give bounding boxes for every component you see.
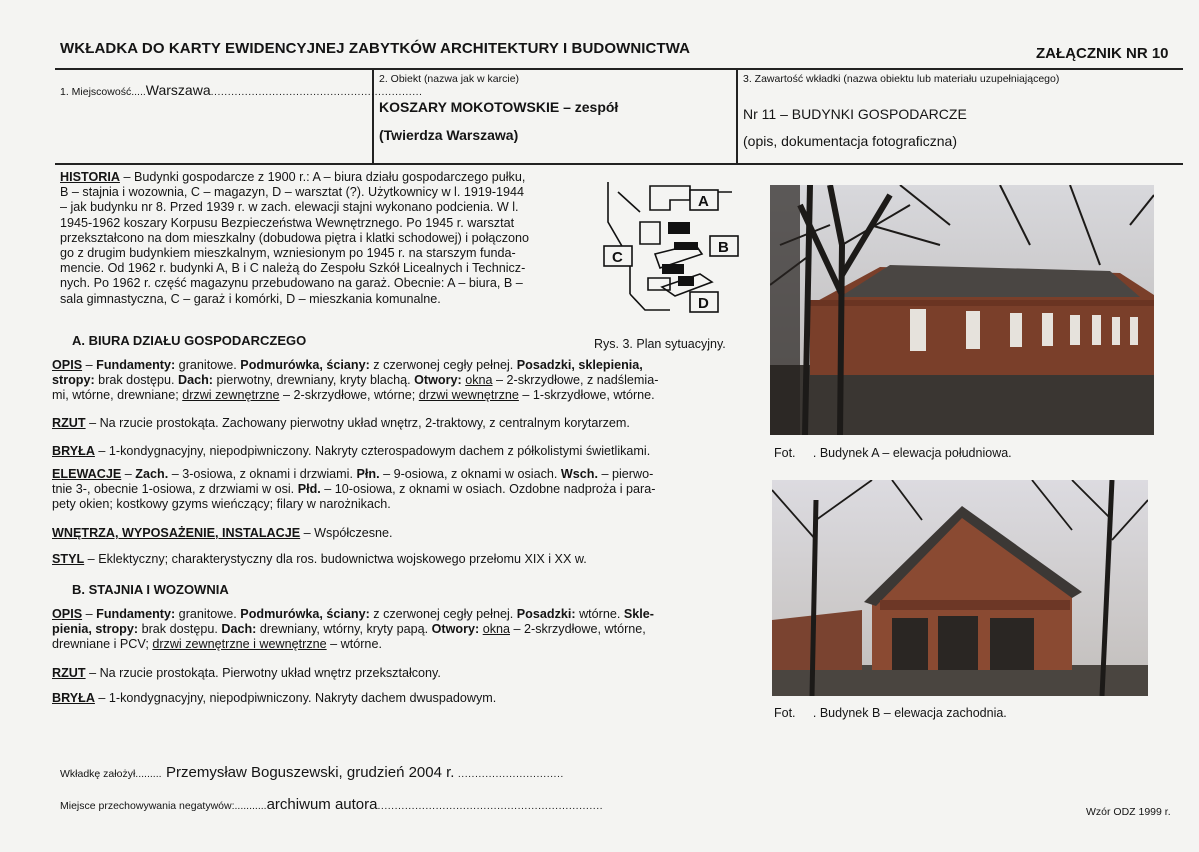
- section-b-rzut: [52, 666, 441, 681]
- content-title: Nr 11 – BUDYNKI GOSPODARCZE: [743, 106, 967, 122]
- plan-building-outline: [650, 186, 690, 210]
- content-label: 3. Zawartość wkładki (nazwa obiektu lub materiału uzupełniającego): [743, 73, 1060, 85]
- section-a-rzut: [52, 416, 630, 431]
- historia-line: – jak budynku nr 8. Przed 1939 r. w zach. elewacji stajni wykonano podcienia. W l.: [60, 200, 519, 215]
- plan-street-line: [630, 294, 670, 310]
- opis-underlined: drzwi zewnętrzne i wewnętrzne: [152, 637, 327, 652]
- opis-term: Fundamenty:: [96, 607, 176, 621]
- opis-text: wtórne.: [575, 607, 624, 621]
- elewacje-text: – pierwo-: [597, 467, 654, 481]
- opis-term: Dach:: [178, 373, 213, 388]
- opis-text: granitowe.: [175, 358, 241, 372]
- elewacje-label: ELEWACJE: [52, 467, 122, 481]
- plan-building-c: [662, 264, 684, 274]
- section-b-bryla: [52, 691, 496, 706]
- field-divider-2: [736, 69, 738, 163]
- historia-line: nych. Po 1962 r. część magazynu przebudowano na garaż. Obecnie: A – biura, B –: [60, 276, 523, 291]
- historia-line: sala gimnastyczna, C – garaż i komórki, D – mieszkania komunalne.: [60, 291, 441, 306]
- styl-text: – Eklektyczny; charakterystyczny dla ros. budownictwa wojskowego przełomu XIX i XX w.: [84, 552, 587, 566]
- historia-line: – Budynki gospodarcze z 1900 r.: A – biura działu gospodarczego pułku,: [119, 170, 526, 184]
- elewacje-term: Wsch.: [560, 467, 598, 481]
- plan-building-b: [674, 242, 698, 250]
- made-dots: ...............................: [454, 768, 564, 780]
- rzut-label: RZUT: [52, 416, 86, 430]
- historia-line: 1945-1962 koszary Korpusu Bezpieczeństwa Wewnętrznego. Po 1945 r. warsztat: [60, 215, 515, 230]
- plan-building-d: [678, 276, 694, 286]
- rzut-text: – Na rzucie prostokąta. Zachowany pierwotny układ wnętrz, 2-traktowy, z centralnym korytarzem.: [85, 416, 630, 430]
- historia-line: mencie. Od 1962 r. budynki A, B i C należą do Zespołu Szkół Licealnych i Technicz-: [60, 261, 526, 276]
- opis-term: Podmurówka, ściany:: [240, 607, 370, 621]
- opis-text: z czerwonej cegły pełnej.: [369, 607, 517, 621]
- rzut-label: RZUT: [52, 666, 86, 680]
- opis-term: Fundamenty:: [96, 358, 176, 372]
- plan-label-d: D: [698, 295, 709, 312]
- opis-text: pierwotny, drewniany, kryty blachą.: [213, 373, 415, 388]
- opis-term: Sklе-: [623, 607, 654, 621]
- bryla-text: – 1-kondygnacyjny, niepodpiwniczony. Nakryty czterospadowym dachem z półkolistymi świetlikami.: [94, 444, 651, 458]
- plan-label-c: C: [612, 249, 623, 266]
- elewacje-text: –: [121, 467, 136, 481]
- plan-building-outline: [640, 222, 660, 244]
- rzut-text: – Na rzucie prostokąta. Pierwotny układ wnętrz przekształcony.: [85, 666, 441, 680]
- photo-b-caption: Fot. . Budynek B – elewacja zachodnia.: [774, 706, 1007, 720]
- opis-term: Posadzki, sklepienia,: [516, 358, 643, 372]
- plan-label-b: B: [718, 239, 729, 256]
- opis-term: Otwory:: [414, 373, 462, 388]
- opis-text: – 2-skrzydłowe, wtórne;: [279, 388, 419, 403]
- opis-text: drewniane i PCV;: [52, 637, 153, 652]
- photo-a-caption: Fot. . Budynek A – elewacja południowa.: [774, 446, 1012, 460]
- field-locality: [60, 82, 422, 100]
- elewacje-term: Płd.: [297, 482, 321, 497]
- opis-term: Dach:: [221, 622, 257, 637]
- bryla-text: – 1-kondygnacyjny, niepodpiwniczony. Nakryty dachem dwuspadowym.: [94, 691, 497, 705]
- locality-dots: ..............................................................: [210, 86, 423, 98]
- plan-caption: Rys. 3. Plan sytuacyjny.: [594, 337, 726, 351]
- bryla-label: BRYŁA: [52, 691, 95, 705]
- site-plan: [600, 182, 742, 317]
- historia-line: przekształcono na dom mieszkalny (dobudowa piętra i klatki schodowej) i połączono: [60, 230, 530, 245]
- wnetrza-label: WNĘTRZA, WYPOSAŻENIE, INSTALACJE: [52, 526, 301, 540]
- header-top-rule: [55, 68, 1183, 70]
- opis-underlined: drzwi wewnętrzne: [418, 388, 519, 403]
- elewacje-term: Płn.: [356, 467, 380, 481]
- content-subtitle: (opis, dokumentacja fotograficzna): [743, 133, 957, 149]
- opis-underlined: drzwi zewnętrzne: [182, 388, 280, 403]
- opis-text: –: [82, 358, 97, 372]
- elewacje-term: Zach.: [135, 467, 169, 481]
- object-name: KOSZARY MOKOTOWSKIE – zespół: [379, 99, 619, 115]
- opis-text: brak dostępu.: [94, 373, 178, 388]
- elewacje-text: – 10-osiowa, z oknami w osiach. Ozdobne nadproża i para-: [320, 482, 656, 497]
- header-bottom-rule: [55, 163, 1183, 165]
- opis-text: drewniany, wtórny, kryty papą.: [256, 622, 432, 637]
- elewacje-text: – 9-osiowa, z oknami w osiach.: [379, 467, 561, 481]
- elewacje-text: – 3-osiowa, z oknami i drzwiami.: [168, 467, 357, 481]
- form-version: Wzór ODZ 1999 r.: [1086, 806, 1171, 818]
- document-title: WKŁADKA DO KARTY EWIDENCYJNEJ ZABYTKÓW ARCHITEKTURY I BUDOWNICTWA: [60, 40, 691, 57]
- plan-building-outline: [648, 278, 670, 290]
- opis-term: stropy:: [52, 373, 95, 388]
- opis-text: mi, wtórne, drewniane;: [52, 388, 183, 403]
- section-a-heading: A. BIURA DZIAŁU GOSPODARCZEGO: [72, 333, 307, 348]
- opis-text: – 1-skrzydłowe, wtórne.: [518, 388, 655, 403]
- footer-negatives: [60, 796, 603, 814]
- opis-label: OPIS: [52, 607, 83, 621]
- opis-text: brak dostępu.: [138, 622, 222, 637]
- opis-term: Podmurówka, ściany:: [240, 358, 370, 372]
- plan-path-line: [618, 192, 640, 212]
- wnetrza-text: – Współczesne.: [300, 526, 393, 540]
- historia-label: HISTORIA: [60, 170, 120, 184]
- elewacje-text: pety okien; kostkowy gzyms wieńczący; filary w narożnikach.: [52, 497, 391, 512]
- elewacje-text: tnie 3-, obecnie 1-osiowa, z drzwiami w osi.: [52, 482, 298, 497]
- section-b-opis: [52, 607, 752, 653]
- opis-text: granitowe.: [175, 607, 241, 621]
- place-label: Miejsce przechowywania negatywów:...........: [60, 800, 267, 812]
- object-subtitle: (Twierdza Warszawa): [379, 127, 519, 143]
- place-value: archiwum autora: [266, 796, 378, 813]
- made-value: Przemysław Boguszewski, grudzień 2004 r.: [165, 764, 455, 781]
- opis-text: – 2-skrzydłowe, wtórne,: [510, 622, 646, 637]
- opis-text: – 2-skrzydłowe, z nadślemia-: [492, 373, 659, 388]
- section-a-styl: [52, 552, 587, 567]
- photo-building-a: [770, 185, 1154, 435]
- opis-text: –: [82, 607, 97, 621]
- historia-line: B – stajnia i wozownia, C – magazyn, D – warsztat (?). Użytkownicy w l. 1919-1944: [60, 185, 525, 200]
- historia-block: [60, 170, 590, 307]
- section-a-wnetrza: [52, 526, 393, 541]
- historia-line: go z drugim budynkiem mieszkalnym, wzniesionym po 1945 r. na starszym funda-: [60, 246, 516, 261]
- attachment-number: ZAŁĄCZNIK NR 10: [1036, 45, 1169, 62]
- opis-underlined: okna: [465, 373, 493, 388]
- styl-label: STYL: [52, 552, 85, 566]
- bryla-label: BRYŁA: [52, 444, 95, 458]
- plan-street-line: [608, 182, 630, 294]
- locality-value: Warszawa: [145, 82, 211, 98]
- place-dots: ..................................................................: [377, 800, 604, 812]
- opis-text: z czerwonej cegły pełnej.: [369, 358, 517, 372]
- opis-term: pienia, stropy:: [52, 622, 139, 637]
- footer-made-by: [60, 764, 564, 782]
- opis-term: Otwory:: [431, 622, 480, 637]
- object-label: 2. Obiekt (nazwa jak w karcie): [379, 73, 520, 85]
- opis-underlined: okna: [482, 622, 510, 637]
- section-a-elewacje: [52, 467, 752, 513]
- opis-term: Posadzki:: [516, 607, 576, 621]
- photo-building-b: [772, 480, 1148, 696]
- made-label: Wkładkę założył.........: [60, 768, 162, 780]
- plan-building-a: [668, 222, 690, 234]
- opis-text: – wtórne.: [326, 637, 382, 652]
- section-a-bryla: [52, 444, 650, 459]
- opis-label: OPIS: [52, 358, 83, 372]
- section-a-opis: [52, 358, 752, 404]
- locality-label: 1. Miejscowość.....: [60, 86, 146, 98]
- section-b-heading: B. STAJNIA I WOZOWNIA: [72, 582, 229, 597]
- plan-label-a: A: [698, 193, 709, 210]
